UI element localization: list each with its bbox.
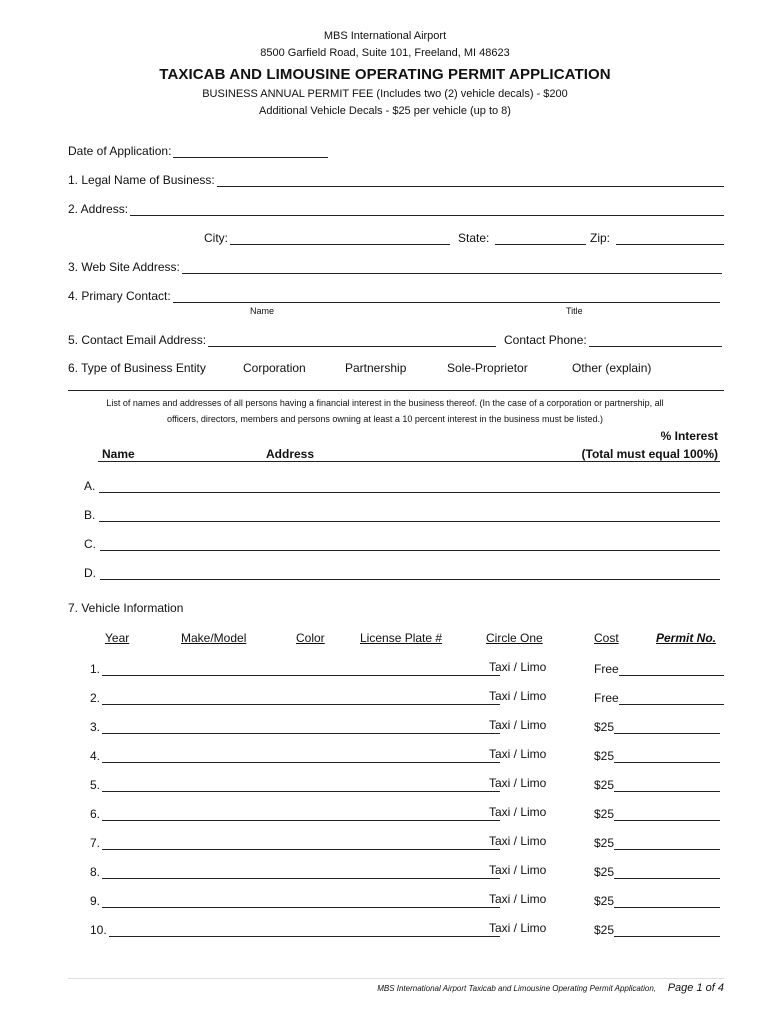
interest-row-label: D. — [84, 566, 96, 580]
vehicle-row — [68, 805, 724, 825]
decal-line: Additional Vehicle Decals - $25 per vehicle (up to 8) — [259, 105, 511, 117]
vehicle-cost: $25 — [594, 720, 615, 734]
city-label: City: — [204, 231, 228, 245]
permit-number-field[interactable] — [614, 866, 720, 879]
vehicle-cost: $25 — [594, 778, 615, 792]
vehicle-type-choice[interactable]: Taxi / Limo — [489, 892, 547, 906]
vehicle-row-number: 2. — [90, 691, 101, 705]
interest-row-field[interactable] — [99, 480, 720, 493]
city-field[interactable] — [230, 232, 450, 245]
permit-number-field[interactable] — [614, 779, 720, 792]
email-field[interactable] — [208, 334, 496, 347]
vehicle-row — [68, 776, 724, 796]
email-phone-row — [68, 331, 724, 351]
contact-title-caption: Title — [566, 306, 583, 316]
footer-page-number: Page 1 of 4 — [667, 982, 724, 994]
vehicle-row-number: 7. — [90, 836, 101, 850]
permit-number-field[interactable] — [619, 692, 724, 705]
address-field[interactable] — [130, 203, 724, 216]
vehicle-col-permit-no: Permit No. — [656, 631, 717, 645]
date-label: Date of Application: — [68, 144, 172, 158]
col-address-header: Address — [266, 447, 315, 461]
vehicle-col-make-model: Make/Model — [181, 631, 247, 645]
page-title: TAXICAB AND LIMOUSINE OPERATING PERMIT APPLICATION — [159, 66, 611, 83]
website-row — [68, 258, 724, 278]
zip-label: Zip: — [590, 231, 611, 245]
contact-field[interactable] — [173, 290, 720, 303]
vehicle-row-number: 5. — [90, 778, 101, 792]
footer-rule — [68, 978, 724, 979]
interest-row — [84, 535, 720, 555]
col-name-header: Name — [102, 447, 135, 461]
date-field[interactable] — [173, 145, 328, 158]
vehicle-details-field[interactable] — [102, 866, 500, 879]
vehicle-row — [68, 921, 724, 941]
vehicle-row-number: 6. — [90, 807, 101, 821]
interest-row-field[interactable] — [99, 509, 720, 522]
interest-header-rule — [98, 461, 720, 462]
vehicle-heading: 7. Vehicle Information — [68, 601, 184, 615]
vehicle-details-field[interactable] — [102, 692, 500, 705]
entity-option-sole-proprietor[interactable]: Sole-Proprietor — [447, 361, 528, 375]
vehicle-cost: $25 — [594, 865, 615, 879]
vehicle-cost: Free — [594, 662, 619, 676]
vehicle-details-field[interactable] — [102, 808, 500, 821]
website-label: 3. Web Site Address: — [68, 260, 180, 274]
fee-line: BUSINESS ANNUAL PERMIT FEE (Includes two (2) vehicle decals) - $200 — [202, 88, 568, 100]
vehicle-row-number: 10. — [90, 923, 107, 937]
permit-number-field[interactable] — [614, 837, 720, 850]
entity-option-other[interactable]: Other (explain) — [572, 361, 652, 375]
vehicle-row — [68, 747, 724, 767]
address-row — [68, 200, 724, 220]
permit-number-field[interactable] — [614, 750, 720, 763]
vehicle-details-field[interactable] — [102, 750, 500, 763]
vehicle-details-field[interactable] — [109, 924, 500, 937]
vehicle-details-field[interactable] — [102, 663, 500, 676]
vehicle-row — [68, 834, 724, 854]
zip-field[interactable] — [616, 232, 724, 245]
footer-doc-name: MBS International Airport Taxicab and Limousine Operating Permit Application, — [377, 984, 656, 993]
entity-option-corporation[interactable]: Corporation — [243, 361, 306, 375]
email-label: 5. Contact Email Address: — [68, 333, 207, 347]
interest-row — [84, 477, 720, 497]
permit-number-field[interactable] — [614, 924, 720, 937]
interest-note-line2: officers, directors, members and persons owning at least a 10 percent interest in the business must be listed.) — [166, 414, 604, 424]
vehicle-row-number: 8. — [90, 865, 101, 879]
city-state-zip-row — [68, 229, 724, 249]
website-field[interactable] — [182, 261, 722, 274]
interest-row-field[interactable] — [100, 538, 720, 551]
contact-row — [68, 287, 724, 307]
interest-row-label: B. — [84, 508, 96, 522]
vehicle-row-number: 1. — [90, 662, 101, 676]
date-row — [68, 142, 724, 162]
state-field[interactable] — [495, 232, 586, 245]
vehicle-type-choice[interactable]: Taxi / Limo — [489, 921, 547, 935]
contact-label: 4. Primary Contact: — [68, 289, 171, 303]
col-total-header: (Total must equal 100%) — [581, 447, 718, 461]
vehicle-details-field[interactable] — [102, 779, 500, 792]
permit-number-field[interactable] — [619, 663, 724, 676]
interest-row-label: C. — [84, 537, 96, 551]
vehicle-row — [68, 689, 724, 709]
vehicle-col-color: Color — [296, 631, 325, 645]
legal-name-label: 1. Legal Name of Business: — [68, 173, 215, 187]
interest-row-field[interactable] — [100, 567, 720, 580]
vehicle-type-choice[interactable]: Taxi / Limo — [489, 718, 547, 732]
pct-interest-header: % Interest — [660, 429, 718, 443]
vehicle-type-choice[interactable]: Taxi / Limo — [489, 834, 547, 848]
vehicle-row-number: 9. — [90, 894, 101, 908]
vehicle-type-choice[interactable]: Taxi / Limo — [489, 747, 547, 761]
vehicle-row — [68, 660, 724, 680]
vehicle-details-field[interactable] — [102, 895, 500, 908]
vehicle-col-cost: Cost — [594, 631, 619, 645]
vehicle-type-choice[interactable]: Taxi / Limo — [489, 776, 547, 790]
vehicle-type-choice[interactable]: Taxi / Limo — [489, 863, 547, 877]
permit-number-field[interactable] — [614, 721, 720, 734]
vehicle-cost: $25 — [594, 807, 615, 821]
vehicle-type-choice[interactable]: Taxi / Limo — [489, 660, 547, 674]
entity-explain-line[interactable] — [68, 390, 724, 391]
phone-field[interactable] — [589, 334, 722, 347]
phone-label: Contact Phone: — [504, 333, 587, 347]
vehicle-details-field[interactable] — [102, 837, 500, 850]
interest-row — [84, 506, 720, 526]
interest-row — [84, 564, 720, 584]
vehicle-col-license-plate: License Plate # — [360, 631, 443, 645]
vehicle-row — [68, 718, 724, 738]
vehicle-col-circle-one: Circle One — [486, 631, 543, 645]
legal-name-row — [68, 171, 724, 191]
entity-label: 6. Type of Business Entity — [68, 361, 206, 375]
vehicle-details-field[interactable] — [102, 721, 500, 734]
vehicle-col-year: Year — [105, 631, 130, 645]
vehicle-type-choice[interactable]: Taxi / Limo — [489, 689, 547, 703]
entity-option-partnership[interactable]: Partnership — [345, 361, 407, 375]
org-address: 8500 Garfield Road, Suite 101, Freeland, MI 48623 — [260, 47, 510, 59]
interest-note-line1: List of names and addresses of all persons having a financial interest in the business thereof. (In the case of a corporation or partnership, all — [106, 398, 664, 408]
vehicle-cost: $25 — [594, 836, 615, 850]
vehicle-row — [68, 892, 724, 912]
vehicle-cost: Free — [594, 691, 619, 705]
permit-number-field[interactable] — [614, 808, 720, 821]
contact-name-caption: Name — [250, 306, 275, 316]
permit-number-field[interactable] — [614, 895, 720, 908]
vehicle-row-number: 4. — [90, 749, 101, 763]
legal-name-field[interactable] — [217, 174, 724, 187]
state-label: State: — [458, 231, 490, 245]
vehicle-type-choice[interactable]: Taxi / Limo — [489, 805, 547, 819]
vehicle-cost: $25 — [594, 749, 615, 763]
org-name: MBS International Airport — [323, 30, 447, 42]
vehicle-row — [68, 863, 724, 883]
vehicle-cost: $25 — [594, 894, 615, 908]
vehicle-cost: $25 — [594, 923, 615, 937]
interest-row-label: A. — [84, 479, 96, 493]
address-label: 2. Address: — [68, 202, 129, 216]
vehicle-row-number: 3. — [90, 720, 101, 734]
